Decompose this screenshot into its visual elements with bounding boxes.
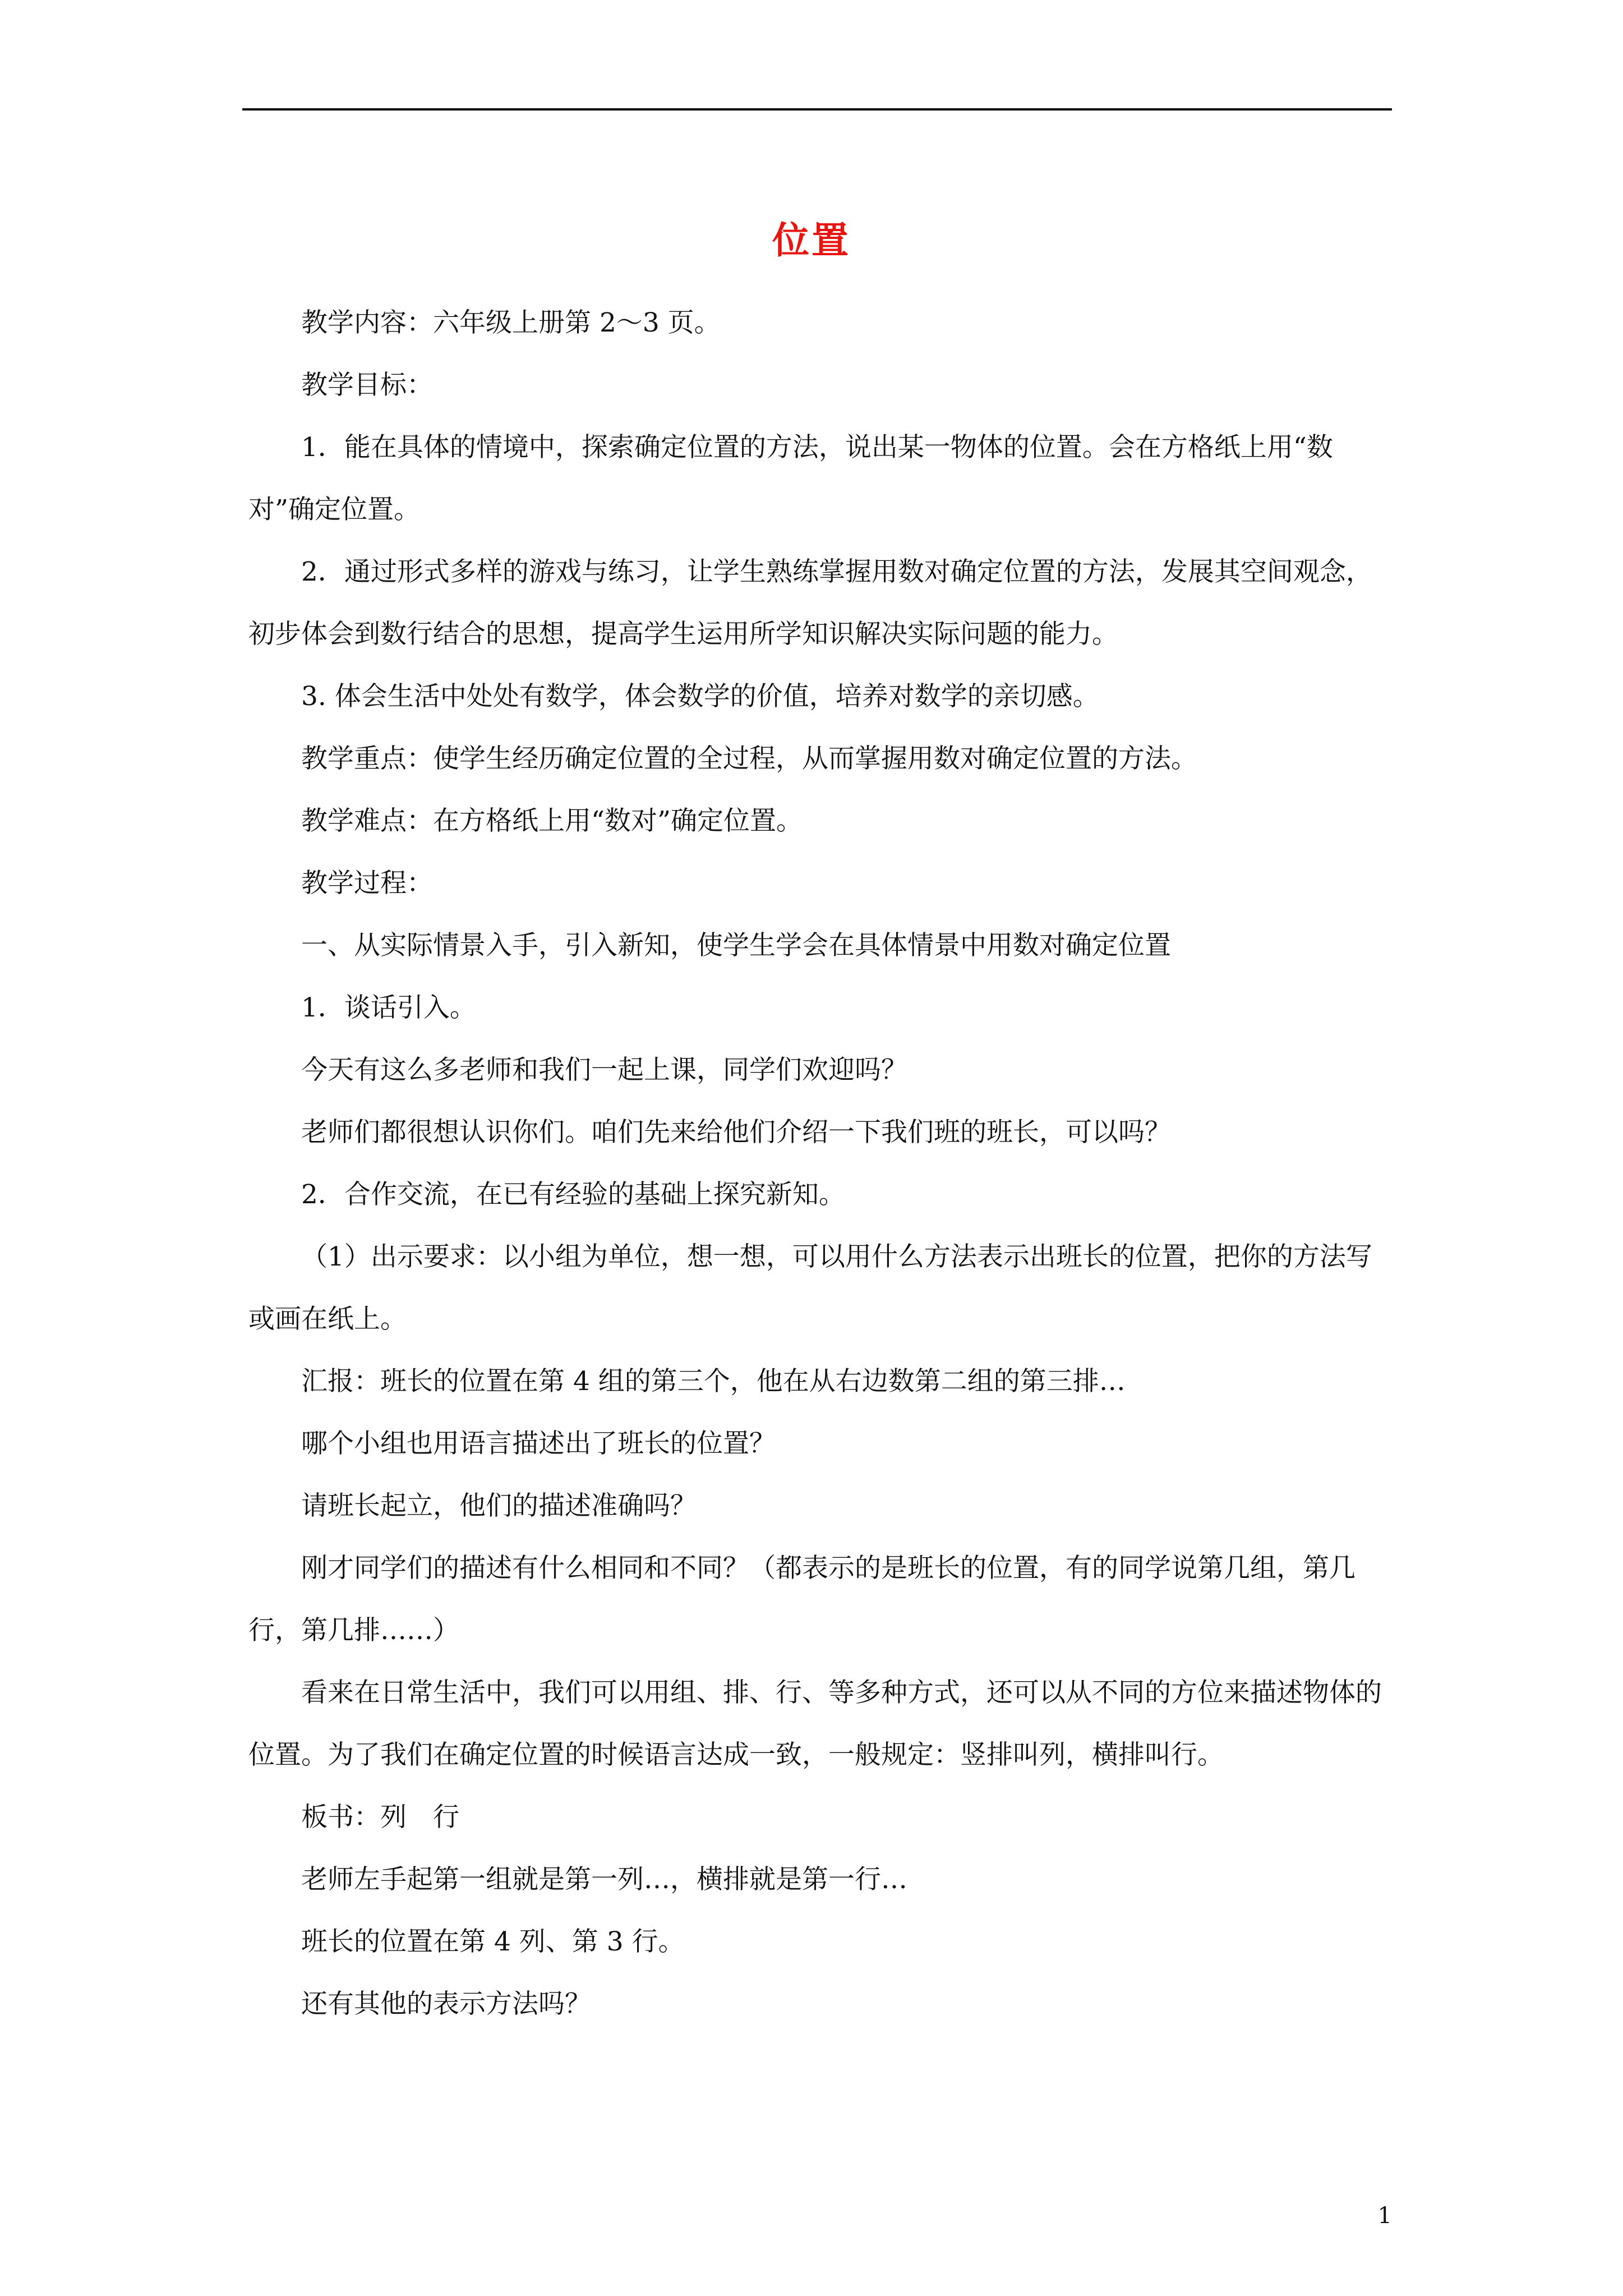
paragraph: 汇报：班长的位置在第 4 组的第三个，他在从右边数第二组的第三排… [301, 1366, 1126, 1397]
paragraph: 还有其他的表示方法吗？ [301, 1989, 591, 2019]
paragraph: 教学难点：在方格纸上用“数对”确定位置。 [301, 806, 803, 836]
page-title: 位置 [772, 218, 851, 262]
paragraph: 今天有这么多老师和我们一起上课，同学们欢迎吗？ [301, 1055, 907, 1085]
paragraph: 3. 体会生活中处处有数学，体会数学的价值，培养对数学的亲切感。 [301, 681, 1099, 712]
paragraph: （1）出示要求：以小组为单位，想一想，可以用什么方法表示出班长的位置，把你的方法写或画在纸上。 [248, 1241, 1372, 1335]
page-number: 1 [1377, 2203, 1392, 2229]
paragraph: 哪个小组也用语言描述出了班长的位置？ [301, 1428, 776, 1459]
paragraph: 请班长起立，他们的描述准确吗？ [301, 1490, 697, 1521]
paragraph: 教学内容：六年级上册第 2～3 页。 [301, 307, 721, 338]
paragraph: 2．合作交流，在已有经验的基础上探究新知。 [301, 1179, 845, 1210]
paragraph: 2．通过形式多样的游戏与练习，让学生熟练掌握用数对确定位置的方法，发展其空间观念，初步体会到数行结合的思想，提高学生运用所学知识解决实际问题的能力。 [248, 556, 1372, 650]
paragraph: 教学过程： [301, 868, 433, 899]
paragraph: 看来在日常生活中，我们可以用组、排、行、等多种方式，还可以从不同的方位来描述物体的位置。为了我们在确定位置的时候语言达成一致，一般规定：竖排叫列，横排叫行。 [248, 1677, 1382, 1770]
paragraph: 一、从实际情景入手，引入新知，使学生学会在具体情景中用数对确定位置 [301, 930, 1171, 961]
paragraph: 板书：列 行 [301, 1802, 459, 1833]
paragraph: 教学目标： [301, 370, 433, 401]
paragraph: 1．谈话引入。 [301, 992, 476, 1023]
paragraph: 班长的位置在第 4 列、第 3 行。 [301, 1926, 685, 1957]
paragraph: 老师们都很想认识你们。咱们先来给他们介绍一下我们班的班长，可以吗？ [301, 1117, 1171, 1148]
paragraph: 老师左手起第一组就是第一列…，横排就是第一行… [301, 1864, 907, 1895]
paragraph: 1．能在具体的情境中，探索确定位置的方法，说出某一物体的位置。会在方格纸上用“数对”确定位置。 [248, 432, 1333, 525]
paragraph: 教学重点：使学生经历确定位置的全过程，从而掌握用数对确定位置的方法。 [301, 743, 1197, 774]
header-rule [242, 108, 1392, 111]
document-body [248, 292, 1393, 2035]
paragraph: 刚才同学们的描述有什么相同和不同？（都表示的是班长的位置，有的同学说第几组，第几行，第几排……） [248, 1553, 1355, 1646]
